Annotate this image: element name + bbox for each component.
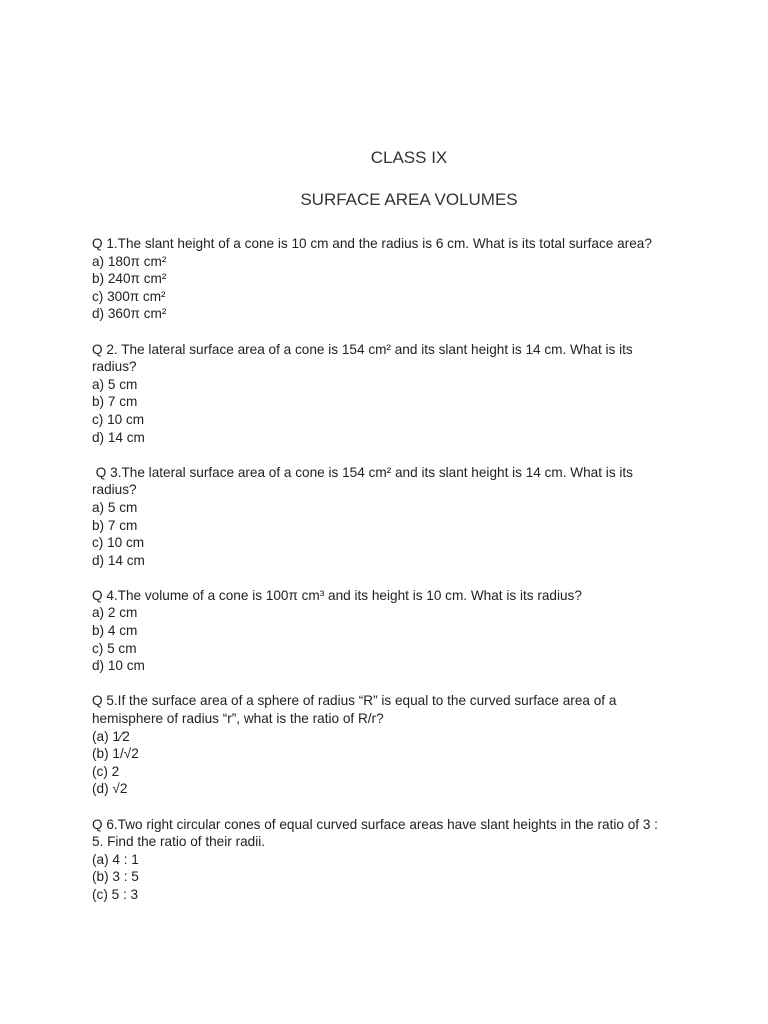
option-b: b) 7 cm: [92, 517, 138, 533]
question-6: [92, 816, 672, 904]
class-title: CLASS IX: [370, 148, 448, 167]
question-text: Q 2. The lateral surface area of a cone is 154 cm² and its slant height is 14 cm. What is its radius?: [92, 341, 633, 375]
option-b: b) 240π cm²: [92, 271, 167, 287]
question-text: Q 1.The slant height of a cone is 10 cm and the radius is 6 cm. What is its total surface area?: [92, 236, 652, 251]
option-d: d) 14 cm: [92, 552, 145, 568]
question-text: Q 5.If the surface area of a sphere of radius “R” is equal to the curved surface area of a hemisphere of radius “r”, what is the ratio of R/r?: [92, 693, 617, 727]
question-text: Q 4.The volume of a cone is 100π cm³ and its height is 10 cm. What is its radius?: [92, 587, 582, 603]
option-c: c) 10 cm: [92, 411, 145, 427]
option-b: b) 4 cm: [92, 623, 138, 639]
question-4: [92, 587, 672, 675]
option-b: b) 7 cm: [92, 394, 138, 410]
option-a: a) 180π cm²: [92, 253, 167, 269]
option-a: (a) 4 : 1: [92, 851, 139, 867]
option-d: d) 10 cm: [92, 658, 145, 674]
option-a: a) 5 cm: [92, 376, 138, 392]
option-a: (a) 1⁄2: [92, 728, 130, 744]
option-b: (b) 1/√2: [92, 746, 139, 762]
subject-title: SURFACE AREA VOLUMES: [300, 190, 518, 209]
option-c: (c) 5 : 3: [92, 886, 139, 902]
option-b: (b) 3 : 5: [92, 869, 139, 885]
option-d: d) 14 cm: [92, 429, 145, 445]
option-c: c) 10 cm: [92, 535, 145, 551]
question-5: [92, 692, 672, 798]
option-d: (d) √2: [92, 781, 128, 797]
option-a: a) 2 cm: [92, 605, 138, 621]
question-text: Q 3.The lateral surface area of a cone is 154 cm² and its slant height is 14 cm. What is its radius?: [92, 464, 637, 498]
question-2: [92, 341, 672, 447]
option-a: a) 5 cm: [92, 499, 138, 515]
question-1: [92, 235, 672, 323]
question-list: [92, 235, 672, 921]
option-c: (c) 2: [92, 763, 120, 779]
question-text: Q 6.Two right circular cones of equal curved surface areas have slant heights in the ratio of 3 : 5. Find the ratio of their radii.: [92, 816, 658, 850]
option-d: d) 360π cm²: [92, 306, 167, 322]
option-c: c) 300π cm²: [92, 288, 166, 304]
question-3: [92, 464, 672, 570]
option-c: c) 5 cm: [92, 640, 137, 656]
